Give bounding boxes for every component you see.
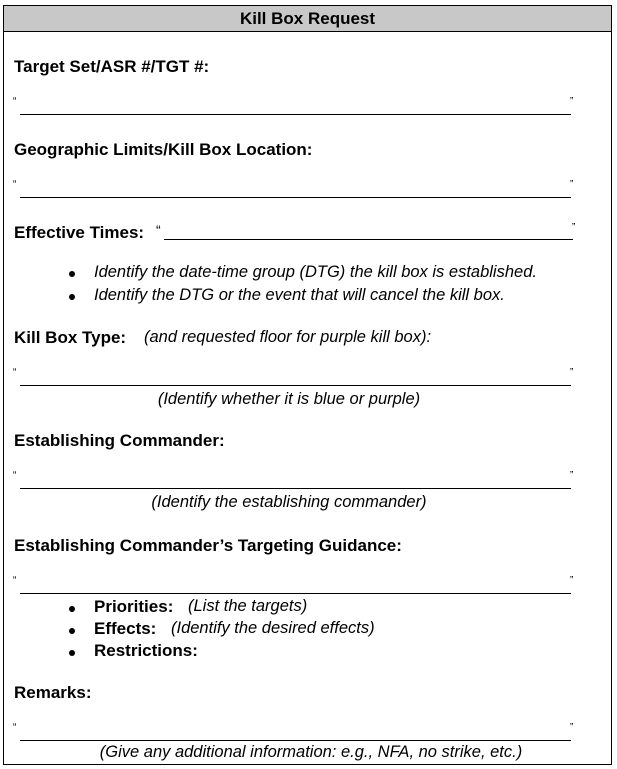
open-quote: “ bbox=[13, 575, 17, 586]
close-quote: ” bbox=[572, 222, 576, 233]
bullet bbox=[69, 628, 75, 634]
open-quote: “ bbox=[13, 179, 17, 190]
form-title: Kill Box Request bbox=[4, 6, 611, 32]
open-quote: “ bbox=[13, 470, 17, 481]
geo-limits-field[interactable] bbox=[20, 197, 571, 198]
restrictions-label: Restrictions: bbox=[94, 641, 198, 660]
effective-times-bullet: Identify the DTG or the event that will cancel the kill box. bbox=[94, 286, 505, 304]
kill-box-type-note: (and requested floor for purple kill box): bbox=[144, 328, 432, 346]
effects-label: Effects: bbox=[94, 619, 157, 638]
open-quote: “ bbox=[13, 722, 17, 733]
priorities-label: Priorities: bbox=[94, 597, 174, 616]
close-quote: ” bbox=[570, 179, 574, 190]
close-quote: ” bbox=[570, 575, 574, 586]
effective-times-bullet: Identify the date-time group (DTG) the kill box is established. bbox=[94, 263, 537, 281]
target-set-label: Target Set/ASR #/TGT #: bbox=[14, 57, 210, 76]
bullet bbox=[69, 271, 75, 277]
target-set-field[interactable] bbox=[20, 114, 571, 115]
establishing-commander-hint: (Identify the establishing commander) bbox=[151, 493, 427, 511]
bullet bbox=[69, 650, 75, 656]
establishing-commander-label: Establishing Commander: bbox=[14, 431, 225, 450]
close-quote: ” bbox=[570, 470, 574, 481]
remarks-field[interactable] bbox=[20, 740, 571, 741]
effects-text: (Identify the desired effects) bbox=[171, 619, 375, 637]
effective-times-label: Effective Times: bbox=[14, 223, 145, 242]
bullet bbox=[69, 606, 75, 612]
kill-box-type-field[interactable] bbox=[20, 385, 571, 386]
targeting-guidance-field[interactable] bbox=[20, 593, 571, 594]
kill-box-type-hint: (Identify whether it is blue or purple) bbox=[157, 390, 421, 408]
effective-times-field[interactable] bbox=[164, 239, 573, 240]
geo-limits-label: Geographic Limits/Kill Box Location: bbox=[14, 140, 313, 159]
kill-box-type-label: Kill Box Type: bbox=[14, 328, 127, 347]
close-quote: ” bbox=[570, 96, 574, 107]
open-quote: “ bbox=[13, 367, 17, 378]
targeting-guidance-label: Establishing Commander’s Targeting Guidance: bbox=[14, 536, 402, 555]
establishing-commander-field[interactable] bbox=[20, 488, 571, 489]
bullet bbox=[69, 294, 75, 300]
remarks-hint: (Give any additional information: e.g., NFA, no strike, etc.) bbox=[99, 743, 523, 761]
close-quote: ” bbox=[570, 722, 574, 733]
priorities-text: (List the targets) bbox=[188, 597, 308, 615]
close-quote: ” bbox=[570, 367, 574, 378]
kill-box-request-form bbox=[3, 5, 612, 765]
open-quote: “ bbox=[13, 96, 17, 107]
open-quote: “ bbox=[156, 222, 161, 238]
remarks-label: Remarks: bbox=[14, 683, 92, 702]
